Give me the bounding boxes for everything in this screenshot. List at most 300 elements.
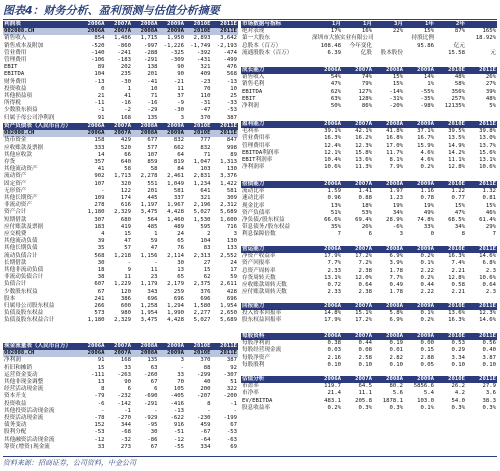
cell-value: 16.3%: [324, 135, 341, 142]
cell-value: 135: [147, 114, 158, 121]
cell-value: 2006A: [311, 303, 342, 310]
cell-value: 168: [120, 114, 131, 121]
cell-value: 0.88: [358, 195, 372, 202]
cell-value: 24: [177, 231, 184, 238]
table-row: [241, 89, 497, 96]
cell-value: 3.6: [485, 390, 496, 397]
cell-value: 716: [226, 223, 237, 230]
cell-value: 1.59: [327, 188, 341, 195]
cell-value: 1,530: [193, 216, 211, 223]
cell-value: -13: [94, 78, 105, 85]
cell-value: -860: [117, 42, 131, 49]
row-label: 负债合计: [4, 281, 27, 288]
cell-value: 1,313: [220, 159, 237, 166]
cell-value: -23: [200, 78, 211, 85]
table-row: [241, 268, 497, 275]
table-row: [241, 188, 497, 195]
cell-value: 2011E: [466, 303, 497, 310]
cell-value: 2010E: [185, 123, 212, 130]
cell-value: 357: [94, 159, 105, 166]
cell-value: 12.4%: [324, 142, 341, 149]
turnover-panel: [241, 246, 497, 296]
cell-value: -106: [91, 57, 105, 64]
table-row: [3, 365, 238, 372]
row-label: EBIT: [4, 64, 18, 71]
cell-value: 165%: [482, 28, 496, 35]
cell-value: 2011E: [212, 343, 239, 350]
cell-value: 0.2%: [420, 274, 434, 281]
cell-value: 2,461: [167, 173, 184, 180]
cell-value: 2,893: [193, 35, 211, 42]
row-label: 其他长期资产: [4, 195, 38, 202]
cell-value: 62%: [330, 88, 341, 95]
table-row: [241, 150, 497, 157]
cell-value: 2.21: [451, 267, 465, 274]
cell-value: 14.2%: [448, 149, 465, 156]
cell-value: 2010E: [435, 333, 466, 340]
cell-value: 445: [147, 195, 158, 202]
cell-value: 87%: [454, 28, 465, 35]
cell-value: 696: [173, 295, 184, 302]
returns-table: [241, 303, 497, 325]
cell-value: -2: [124, 107, 131, 114]
cell-value: 2011E: [212, 28, 239, 35]
cell-value: 4,428: [167, 317, 184, 324]
cell-value: -: [154, 407, 158, 414]
cell-value: 696: [200, 295, 211, 302]
cell-value: 998: [226, 144, 237, 151]
cell-value: 15%: [485, 202, 496, 209]
cell-value: -474: [223, 49, 237, 56]
cell-value: 2008A: [373, 333, 404, 340]
row-label: EBITDA: [4, 71, 25, 78]
cell-value: 168: [120, 357, 131, 364]
cell-value: 11: [124, 274, 131, 281]
cell-value: 2007A: [106, 343, 133, 350]
row-label: 负债及股东权益合计: [4, 317, 55, 324]
cell-value: 2006A: [311, 246, 342, 253]
table-row: [3, 79, 238, 86]
cell-value: 2011E: [466, 246, 497, 253]
cell-value: [373, 35, 404, 42]
cell-value: 13%: [330, 202, 341, 209]
cell-value: 520: [120, 144, 131, 151]
table-row: [3, 386, 238, 393]
cell-value: 386: [120, 295, 131, 302]
cell-value: 11: [150, 267, 158, 274]
cell-value: 19%: [423, 202, 434, 209]
cell-value: 2,179: [167, 281, 184, 288]
table-row: [3, 64, 238, 71]
table-row: [3, 181, 238, 188]
cell-value: 7.4%: [451, 260, 465, 267]
cell-value: 2.38: [358, 289, 372, 296]
table-subheader-row: [3, 350, 238, 357]
cell-value: 2006A: [311, 181, 342, 188]
cell-value: -232: [117, 393, 131, 400]
cell-value: -622: [170, 415, 184, 422]
row-label: 应收账款及票据: [4, 144, 44, 151]
cell-value: 2010E: [185, 21, 212, 28]
cell-value: 6: [368, 231, 372, 238]
row-label: 市场数据与指标: [241, 21, 311, 28]
cell-value: 1,047: [193, 159, 211, 166]
table-row: [241, 260, 497, 267]
cell-value: 65: [177, 238, 184, 245]
cell-value: 58%: [454, 81, 465, 88]
cell-value: 39.1%: [324, 128, 341, 135]
cell-value: 2006A: [79, 130, 106, 137]
cell-value: 17.9%: [324, 317, 341, 324]
cell-value: 41.8%: [386, 128, 403, 135]
cell-value: 13: [177, 267, 184, 274]
cell-value: 23: [150, 274, 158, 281]
table-row: [3, 429, 238, 436]
cell-value: 16.8%: [386, 135, 403, 142]
table-row: [3, 43, 238, 50]
cell-value: 35: [97, 245, 105, 252]
cell-value: 370: [200, 114, 211, 121]
cell-value: 51: [230, 379, 237, 386]
cell-value: 6: [154, 386, 158, 393]
cell-value: 1: [154, 231, 158, 238]
cell-value: 8: [207, 400, 211, 407]
cell-value: 16.7%: [417, 135, 434, 142]
cell-value: 13.5%: [448, 135, 465, 142]
table-row: [3, 437, 238, 444]
cell-value: 1,179: [140, 281, 158, 288]
cell-value: 10: [230, 85, 237, 92]
cell-value: 108.48: [320, 42, 341, 49]
cell-value: 2,329: [114, 209, 131, 216]
cell-value: 0.96: [327, 195, 341, 202]
cell-value: 12.8%: [448, 274, 465, 281]
cell-value: 67: [150, 379, 158, 386]
cell-value: 485: [147, 223, 158, 230]
table-row: [241, 390, 497, 397]
cell-value: 2,552: [220, 252, 237, 259]
cell-value: 48%: [485, 95, 496, 102]
row-label: 长期借款: [4, 259, 27, 266]
cell-value: 2010E: [435, 67, 466, 74]
row-label: 经营活动现金流: [4, 386, 44, 393]
cell-value: 61.4%: [479, 217, 496, 224]
row-label: 002008.CH: [3, 350, 79, 357]
cell-value: 35%: [330, 224, 341, 231]
cell-value: 2006A: [311, 67, 342, 74]
valuation-table: [241, 376, 497, 412]
cell-value: 18: [97, 267, 105, 274]
cell-value: 241: [94, 295, 105, 302]
cell-value: 1,294: [167, 303, 184, 310]
solvency-table: [241, 181, 497, 239]
cell-value: 320: [120, 180, 131, 187]
cell-value: -270: [117, 415, 131, 422]
cell-value: 1,258: [140, 303, 158, 310]
cell-value: -31: [200, 100, 211, 107]
cell-value: 119.7: [324, 383, 341, 390]
cell-value: 2008A: [132, 343, 159, 350]
cell-value: 16.2%: [355, 135, 372, 142]
cell-value: 333: [94, 144, 105, 151]
cell-value: 321: [200, 195, 211, 202]
table-header-row: [3, 21, 238, 28]
cell-value: -12: [94, 436, 105, 443]
cell-value: 3: [399, 231, 403, 238]
cell-value: 2009A: [159, 123, 186, 130]
income-statement-panel: [3, 21, 238, 122]
cell-value: 67: [97, 288, 105, 295]
cell-value: 0.53: [451, 340, 465, 347]
cell-value: 1,954: [140, 310, 158, 317]
cell-value: 64.5: [358, 383, 372, 390]
cell-value: 49%: [423, 209, 434, 216]
cell-value: 13.0%: [479, 135, 496, 142]
row-label: 股息收益率: [242, 404, 270, 411]
cell-value: 0.3%: [389, 404, 403, 411]
cell-value: 74%: [361, 74, 372, 81]
table-row: [241, 157, 497, 164]
cell-value: 2011E: [466, 67, 497, 74]
row-label: 成长能力: [241, 67, 311, 74]
cell-value: 33: [97, 443, 105, 450]
cell-value: 370: [200, 357, 211, 364]
cell-value: 1,218: [114, 252, 131, 259]
cell-value: 27: [203, 259, 211, 266]
cell-value: 174: [120, 195, 131, 202]
table-row: [3, 115, 238, 122]
cell-value: -241: [117, 49, 131, 56]
cell-value: 321: [200, 64, 211, 71]
cell-value: 2.33: [327, 267, 341, 274]
cell-value: 92: [230, 364, 237, 371]
cell-value: -690: [144, 393, 158, 400]
cell-value: 3,475: [140, 209, 158, 216]
table-row: [3, 188, 238, 195]
cell-value: 2.88: [420, 354, 434, 361]
cell-value: 337: [173, 195, 184, 202]
cell-value: 27%: [485, 81, 496, 88]
solvency-panel: [241, 181, 497, 239]
cell-value: 200: [200, 386, 211, 393]
cell-value: 201: [147, 71, 158, 78]
cell-value: 15.9%: [417, 142, 434, 149]
cell-value: 0.56: [482, 340, 496, 347]
cell-value: -31%: [389, 95, 403, 102]
cell-value: 47%: [454, 209, 465, 216]
cell-value: 持股比例: [411, 35, 434, 42]
cell-value: 2,114: [167, 252, 184, 259]
row-label: 其他流动资产: [4, 166, 38, 173]
cell-value: 266: [94, 303, 105, 310]
cell-value: 69: [230, 443, 237, 450]
table-header-row: [241, 333, 497, 340]
cell-value: 亿元: [453, 42, 465, 49]
row-label: 管理费用: [4, 57, 27, 64]
cell-value: -11: [94, 100, 105, 107]
cell-value: 39.5%: [448, 128, 465, 135]
row-label: 偿债能力: [241, 181, 311, 188]
cell-value: -41: [147, 78, 158, 85]
cell-value: 63: [150, 364, 158, 371]
table-row: [241, 289, 497, 296]
row-label: 现金流量表（人民币百万）: [3, 343, 79, 350]
cell-value: 1,422: [220, 180, 237, 187]
row-label: 毛利率: [242, 128, 259, 135]
cell-value: -78: [94, 415, 105, 422]
row-label: 流动资产: [4, 173, 27, 180]
cell-value: 17: [230, 267, 237, 274]
cell-value: 1.32: [482, 188, 496, 195]
cell-value: -16: [147, 100, 158, 107]
table-row: [241, 43, 497, 50]
cell-value: 0.08: [358, 347, 372, 354]
row-label: 其他非现金调整: [4, 379, 44, 386]
cell-value: 65: [177, 274, 184, 281]
cell-value: 2010E: [185, 350, 212, 357]
table-row: [3, 100, 238, 107]
row-label: 现金比率: [242, 202, 265, 209]
cell-value: 80.2: [389, 383, 403, 390]
cell-value: 47: [150, 245, 158, 252]
table-row: [3, 260, 238, 267]
cell-value: 7: [337, 231, 341, 238]
cell-value: -1: [230, 400, 237, 407]
table-row: [3, 408, 238, 415]
cell-value: 38: [97, 274, 105, 281]
row-label: 折旧和摊销: [4, 364, 32, 371]
row-label: EBITDA利润率: [242, 149, 279, 156]
cell-value: 278: [94, 202, 105, 209]
cell-value: 10.4%: [324, 157, 341, 164]
cell-value: 70: [203, 85, 211, 92]
cell-value: 14: [97, 151, 105, 158]
cell-value: 7.7%: [389, 274, 403, 281]
cell-value: 120: [120, 288, 131, 295]
cell-value: 680: [120, 216, 131, 223]
cell-value: 0.64: [358, 282, 372, 289]
cell-value: -20%: [389, 103, 403, 110]
cell-value: 10.6%: [479, 274, 496, 281]
row-label: 净资产收益率: [242, 253, 276, 260]
cell-value: 5,689: [220, 209, 237, 216]
table-row: [241, 50, 497, 57]
cell-value: 26%: [361, 224, 372, 231]
cell-value: -392: [197, 49, 211, 56]
row-label: 投资收益: [4, 400, 27, 407]
cell-value: 2007A: [342, 121, 373, 128]
cell-value: 2.3: [485, 289, 496, 296]
cell-value: 1,180: [87, 209, 105, 216]
cell-value: 2009A: [404, 67, 435, 74]
cell-value: 10: [150, 85, 158, 92]
table-row: [241, 347, 497, 354]
table-row: [3, 393, 238, 400]
cell-value: 8.1%: [389, 157, 403, 164]
row-label: 股东权益回报率: [242, 317, 282, 324]
source-note: 资料来源：招商证券，公司资料，中金公司: [3, 456, 497, 471]
cell-value: -55: [173, 443, 184, 450]
cell-value: 819: [173, 159, 184, 166]
cell-value: 39: [97, 238, 105, 245]
cell-value: 22%: [392, 28, 403, 35]
cell-value: -299: [197, 371, 211, 378]
cell-value: 元: [490, 49, 496, 56]
table-row: [3, 35, 238, 42]
cell-value: 59: [150, 238, 158, 245]
table-row: [3, 93, 238, 100]
cell-value: -183: [117, 57, 131, 64]
cell-value: 83: [203, 245, 211, 252]
cell-value: 12.8%: [448, 164, 465, 171]
cell-value: 12.3%: [355, 142, 372, 149]
cell-value: -51: [173, 429, 184, 436]
cell-value: 34%: [392, 209, 403, 216]
cell-value: 1,715: [140, 35, 158, 42]
cell-value: 6.9%: [389, 317, 403, 324]
cell-value: 90: [177, 64, 184, 71]
cell-value: 58: [124, 166, 131, 173]
cell-value: 24: [230, 259, 237, 266]
row-label: 债务变动: [4, 422, 27, 429]
row-label: 002008.CH: [3, 28, 79, 35]
cell-value: 13.6%: [448, 310, 465, 317]
cell-value: -405: [170, 393, 184, 400]
cell-value: 3: [180, 114, 184, 121]
table-row: [241, 128, 497, 135]
cell-value: 亿股: [360, 49, 372, 56]
cell-value: 90: [177, 71, 184, 78]
cell-value: 5,027: [193, 317, 211, 324]
table-row: [3, 86, 238, 93]
cell-value: 15: [97, 364, 105, 371]
cell-value: 138: [147, 64, 158, 71]
cell-value: 1月: [342, 21, 373, 28]
cell-value: 88: [203, 364, 211, 371]
cell-value: 696: [226, 295, 237, 302]
cell-value: [466, 21, 497, 28]
cell-value: 2007A: [342, 303, 373, 310]
row-label: 应收账款周转天数: [242, 282, 287, 289]
cell-value: 39.8%: [479, 128, 496, 135]
cell-value: 2,831: [193, 173, 211, 180]
cell-value: 2.22: [420, 289, 434, 296]
cell-value: 2: [207, 231, 211, 238]
table-row: [241, 74, 497, 81]
row-label: 其他应收款: [4, 151, 32, 158]
cell-value: 3,475: [140, 317, 158, 324]
cell-value: 128%: [358, 95, 372, 102]
cell-value: 30: [97, 259, 105, 266]
cell-value: 11.7%: [386, 149, 403, 156]
row-label: 负债及股东权益: [4, 310, 44, 317]
row-label: 流动负债合计: [4, 252, 38, 259]
cell-value: 133: [226, 245, 237, 252]
cell-value: -: [154, 259, 158, 266]
cell-value: 15.8%: [355, 149, 372, 156]
cell-value: [373, 43, 404, 50]
table-header-row: [241, 181, 497, 188]
cell-value: 1.78: [389, 267, 403, 274]
cell-value: 7.7%: [327, 260, 341, 267]
cell-value: 26%: [485, 74, 496, 81]
table-row: [241, 383, 497, 390]
cell-value: 50%: [330, 103, 341, 110]
table-row: [241, 362, 497, 369]
cell-value: 25: [230, 93, 237, 100]
table-row: [3, 57, 238, 64]
cell-value: 5%: [489, 103, 496, 110]
